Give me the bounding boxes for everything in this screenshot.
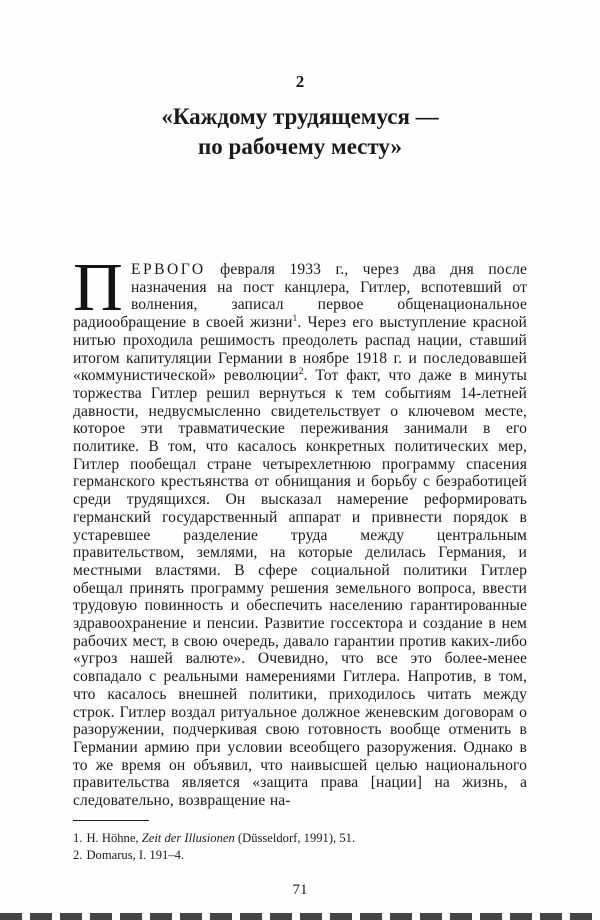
chapter-number: 2 xyxy=(295,72,305,91)
drop-cap: П xyxy=(73,249,123,325)
footnote-1-text-post: (Düsseldorf, 1991), 51. xyxy=(234,830,356,845)
page-number: 71 xyxy=(292,881,308,898)
body-paragraph xyxy=(73,249,527,810)
footnote-1-text-italic: Zeit der Illusionen xyxy=(141,830,235,845)
chapter-title-line-2: по рабочему месту» xyxy=(198,134,402,159)
body-text-segment-2: . Через его выступление красной нитью проходила решимость преодолеть распад нации, ставший итогом капитуляции Германии в ноябре 1918 г. и последовавшей «коммунистической» революции xyxy=(73,314,527,385)
body-block xyxy=(73,249,527,810)
footnote-item-1 xyxy=(73,830,527,848)
body-text-segment-3: . Тот факт, что даже в минуты торжества Гитлер решил вернуться к тем событиям 14-летней давности, недвусмысленно свидетельствует о ключевом месте, которое эти травматические переживания занимали в его политике. В том, что касалось конкретных политических мер, Гитлер пообещал стране четырехлетнюю программу спасения германского крестьянства от обнищания и борьбу с безработицей среди трудящихся. Он высказал намерение реформировать германский государственный аппарат и привнести порядок в устаревшее разделение труда между центральным правительством, землями, на которые делилась Германия, и местными властями. В сфере социальной политики Гитлер обещал принять программу решения земельного вопроса, ввести трудовую повинность и обеспечить населению гарантированные здравоохранение и пенсии. Развитие госсектора и создание в нем рабочих мест, в свою очередь, давало гарантии против каких-либо «угроз нашей валюте». Очевидно, что все это более-менее совпадало с реальными намерениями Гитлера. Напротив, в том, что касалось внешней политики, приходилось читать между строк. Гитлер воздал ритуальное должное женевским договорам о разоружении, подчеркивая свою готовность вообще отменить в Германии армию при условии всеобщего разоружения. Однако в то же время он объявил, что наивысшей целью национального правительства является «защита права [нации] на жизнь, а следовательно, возвращение на- xyxy=(73,367,527,810)
footnote-1-number: 1. xyxy=(73,830,83,845)
footnote-rule xyxy=(73,820,149,821)
bottom-edge-strip xyxy=(0,913,600,920)
footnote-block xyxy=(73,820,527,865)
chapter-title xyxy=(0,102,600,162)
chapter-title-line-1: «Каждому трудящемуся — xyxy=(161,104,439,129)
footnote-item-2 xyxy=(73,847,527,865)
body-text-segment-1: февраля 1933 г., через два дня после назначения на пост канцлера, Гитлер, вспотевший от волнения, записал первое общенациональное радиообращение в своей жизни xyxy=(73,261,527,332)
footnote-ref-1: 1 xyxy=(292,313,298,324)
footnote-2-text-pre: Domarus, I. 191–4. xyxy=(86,848,185,863)
footnote-1-text-pre: H. Höhne, xyxy=(86,830,142,845)
footnote-ref-2: 2 xyxy=(298,367,304,378)
page-header xyxy=(0,0,600,162)
opening-word: ЕРВОГО xyxy=(130,261,206,278)
footnote-2-number: 2. xyxy=(73,848,83,863)
